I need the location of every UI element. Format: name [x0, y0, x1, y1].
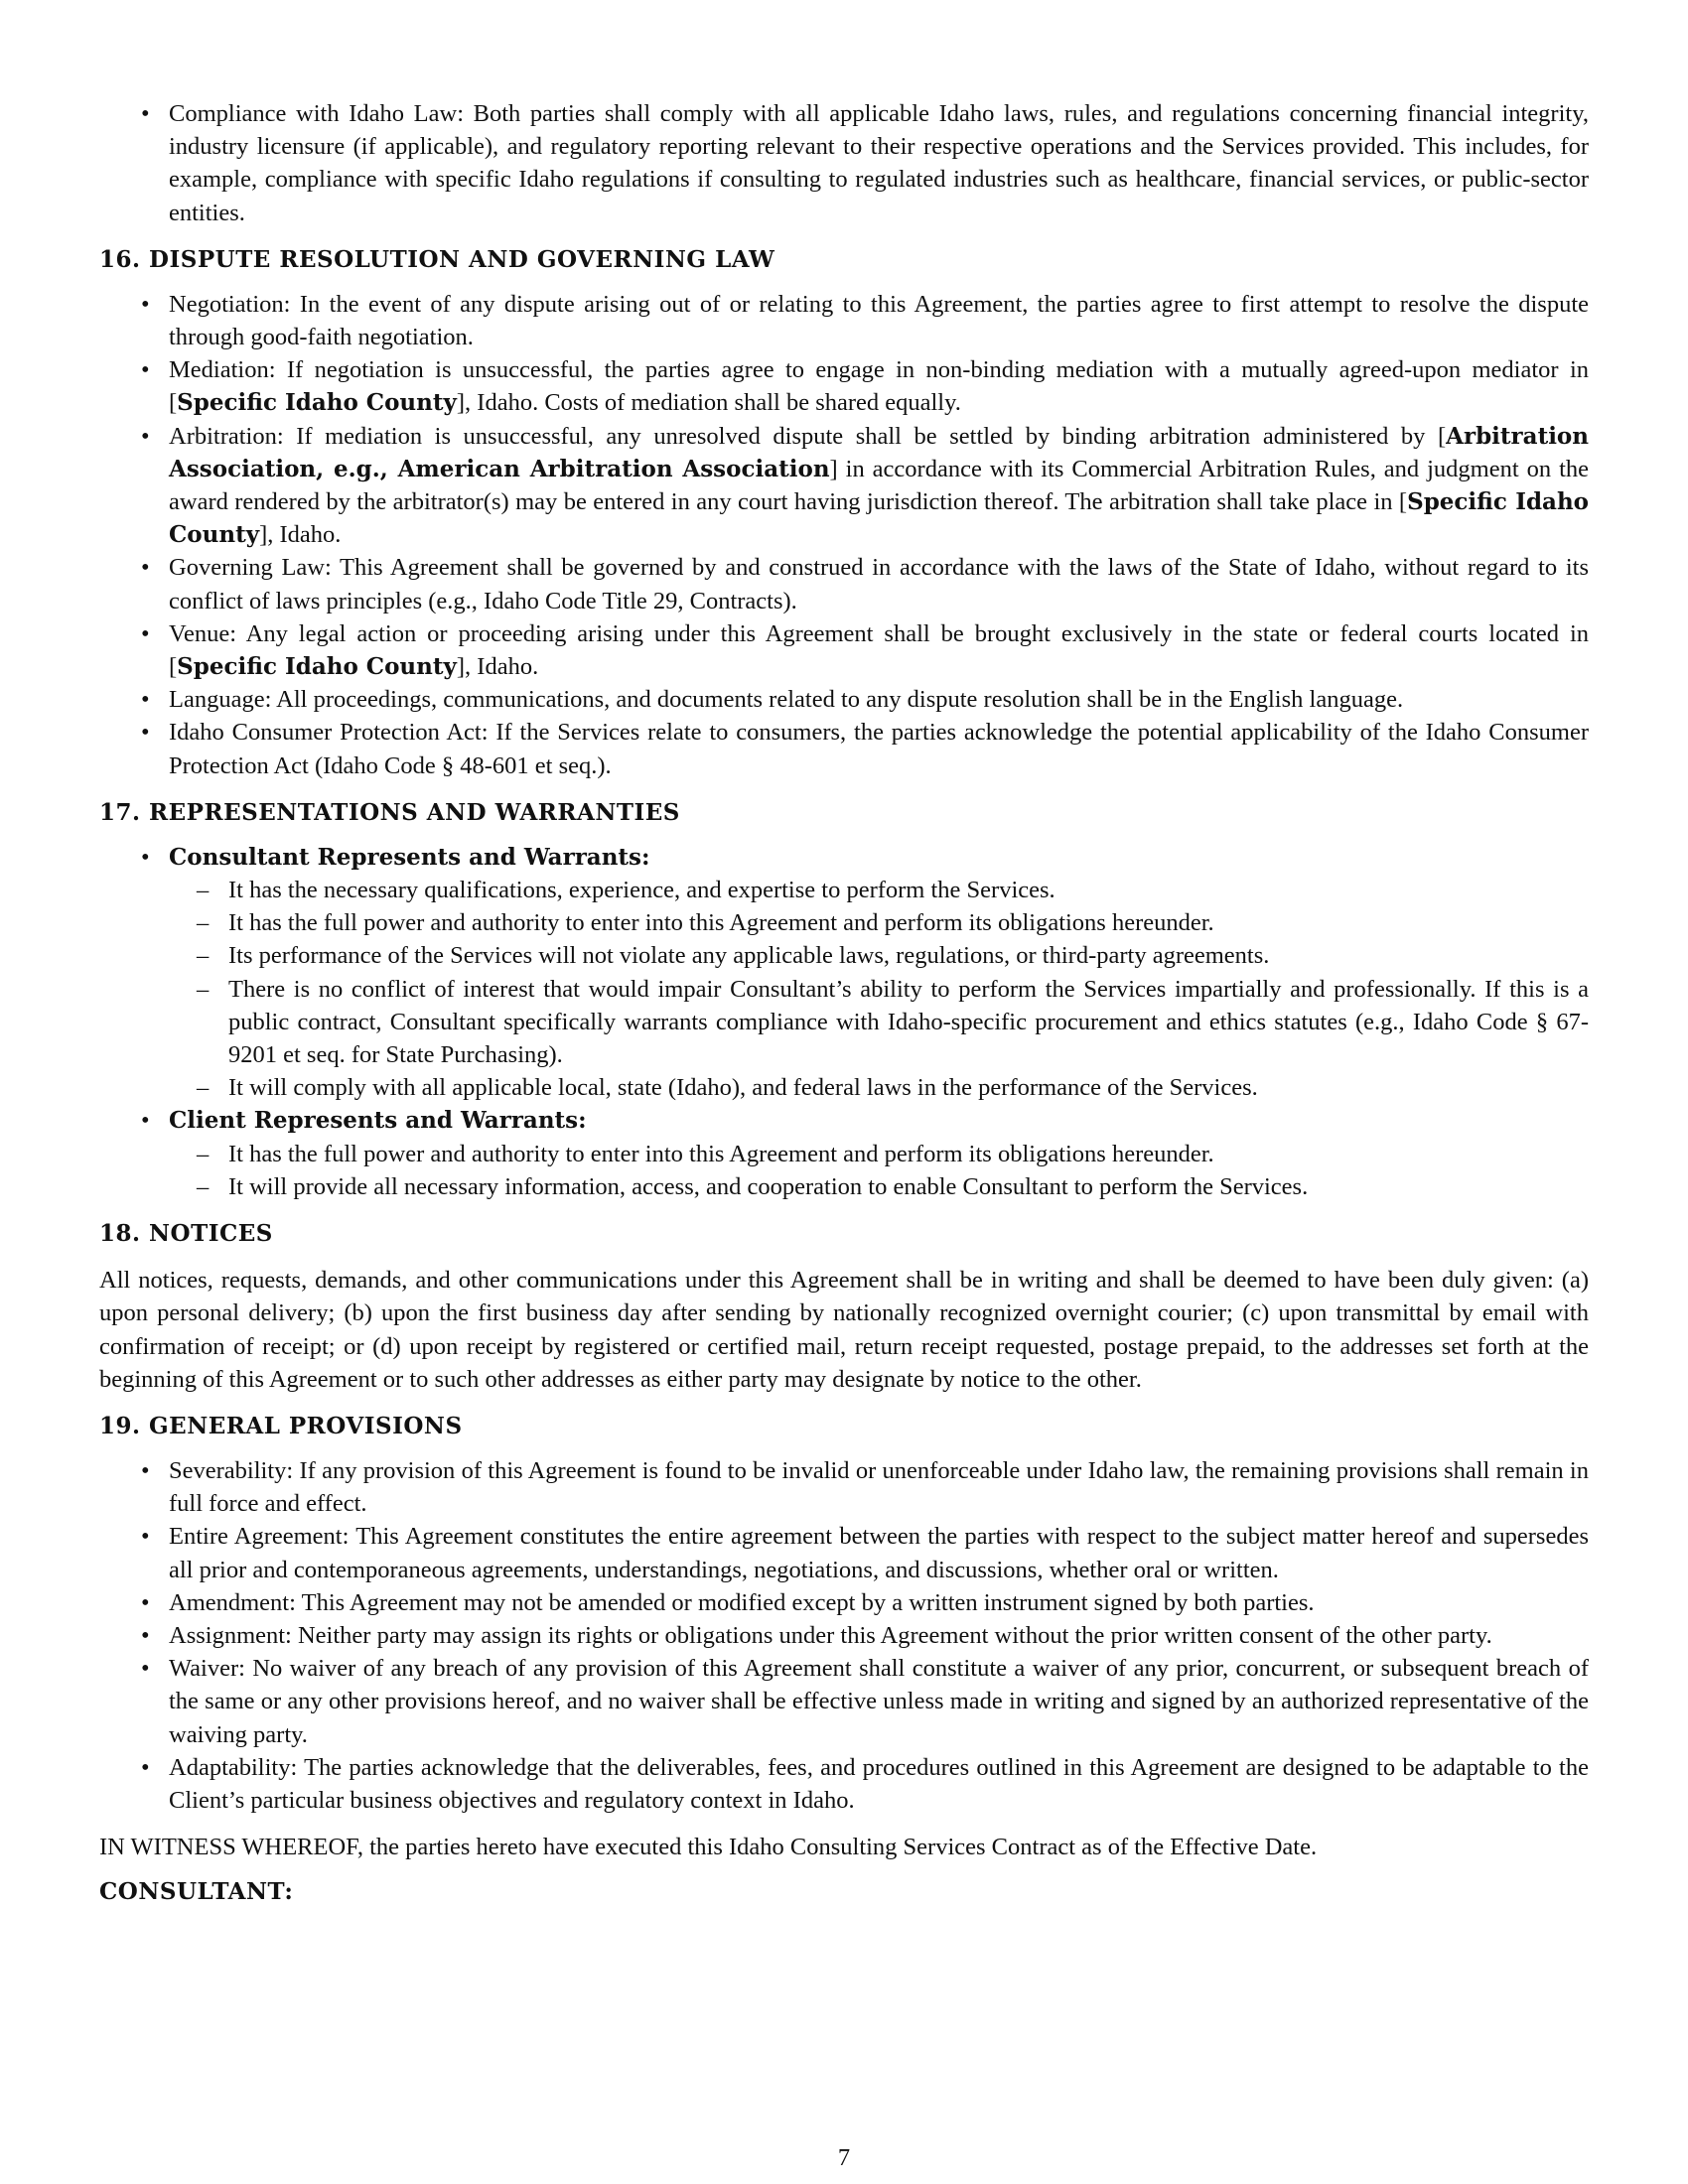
arbitration-association-placeholder: Arbitration Association, e.g., American Arbitration Association — [169, 422, 1589, 482]
notices-paragraph: All notices, requests, demands, and other communications under this Agreement shall be in writing and shall be deemed to have been duly given: (a) upon personal delivery; (b) upon the first business day after sending by nationally recognized overnight courier; (c) upon transmittal by email with confirmation of receipt; or (d) upon receipt by registered or certified mail, return receipt requested, postage prepaid, to the addresses set forth at the beginning of this Agreement or to such other addresses as either party may designate by notice to the other. — [99, 1267, 1589, 1393]
sub-list-item: – It will comply with all applicable local, state (Idaho), and federal laws in the performance of the Services. — [228, 1071, 1589, 1104]
list-item-severability: • Severability: If any provision of this Agreement is found to be invalid or unenforceable under Idaho law, the remaining provisions shall remain in full force and effect. — [169, 1454, 1589, 1520]
county-placeholder: Specific Idaho County — [169, 488, 1590, 549]
consultant-warrants-label: Consultant Represents and Warrants: — [169, 843, 650, 871]
consultant-warrants-item — [169, 841, 1589, 1105]
list-item-adaptability: • Adaptability: The parties acknowledge that the deliverables, fees, and procedures outlined in this Agreement are designed to be adaptable to the Client’s particular business objectives and regulatory context in Idaho. — [169, 1751, 1589, 1817]
list-item: • Compliance with Idaho Law: Both parties shall comply with all applicable Idaho laws, rules, and regulations concerning financial integrity, industry licensure (if applicable), and regulatory reporting relevant to their respective operations and the Services provided. This includes, for example, compliance with specific Idaho regulations if consulting to regulated industries such as healthcare, financial services, or public-sector entities. — [169, 97, 1589, 229]
list-item-negotiation: • Negotiation: In the event of any dispute arising out of or relating to this Agreement, the parties agree to first attempt to resolve the dispute through good-faith negotiation. — [169, 288, 1589, 353]
list-item-waiver: • Waiver: No waiver of any breach of any provision of this Agreement shall constitute a waiver of any prior, concurrent, or subsequent breach of the same or any other provisions hereof, and no waiver shall be effective unless made in writing and signed by an authorized representative of the waiving party. — [169, 1652, 1589, 1751]
list-item-amendment: • Amendment: This Agreement may not be amended or modified except by a written instrument signed by both parties. — [169, 1586, 1589, 1619]
venue-text-b: ], Idaho. — [456, 653, 539, 681]
list-item-venue — [169, 617, 1589, 683]
arbitration-text-c: ], Idaho. — [259, 521, 342, 549]
sub-list-item: – It has the necessary qualifications, experience, and expertise to perform the Services. — [228, 874, 1589, 906]
sub-list-item: – Its performance of the Services will not violate any applicable laws, regulations, or third-party agreements. — [228, 939, 1589, 972]
list-item-mediation — [169, 353, 1589, 419]
section-heading-18: 18. NOTICES — [99, 1220, 273, 1248]
list-item-language: • Language: All proceedings, communications, and documents related to any dispute resolution shall be in the English language. — [169, 683, 1589, 716]
mediation-text-b: ], Idaho. Costs of mediation shall be shared equally. — [456, 389, 961, 417]
section-heading-16: 16. DISPUTE RESOLUTION AND GOVERNING LAW — [99, 245, 775, 273]
list-item-assignment: • Assignment: Neither party may assign its rights or obligations under this Agreement without the prior written consent of the other party. — [169, 1619, 1589, 1652]
venue-text-a: Venue: Any legal action or proceeding arising under this Agreement shall be brought exclusively in the state or federal courts located in [ — [169, 619, 1589, 681]
client-warrants-label: Client Represents and Warrants: — [169, 1107, 587, 1135]
sub-list-item: – It has the full power and authority to enter into this Agreement and perform its obligations hereunder. — [228, 906, 1589, 939]
consultant-signature-label: CONSULTANT: — [99, 1878, 294, 1906]
general-provisions-list — [99, 1454, 1589, 1817]
client-warrants-item — [169, 1104, 1589, 1203]
sub-list-item: – It has the full power and authority to enter into this Agreement and perform its obligations hereunder. — [228, 1138, 1589, 1170]
dispute-resolution-list — [99, 288, 1589, 782]
list-item-entire-agreement: • Entire Agreement: This Agreement constitutes the entire agreement between the parties with respect to the subject matter hereof and supersedes all prior and contemporaneous agreements, understandings, negotiations, and discussions, whether oral or written. — [169, 1520, 1589, 1585]
consultant-warrants-sublist — [169, 874, 1589, 1104]
client-warrants-sublist — [169, 1138, 1589, 1203]
witness-paragraph: IN WITNESS WHEREOF, the parties hereto have executed this Idaho Consulting Services Contract as of the Effective Date. — [99, 1834, 1318, 1861]
compliance-list — [99, 97, 1589, 229]
county-placeholder: Specific Idaho County — [177, 653, 457, 681]
sub-list-item: – There is no conflict of interest that would impair Consultant’s ability to perform the Services impartially and professionally. If this is a public contract, Consultant specifically warrants compliance with Idaho-specific procurement and ethics statutes (e.g., Idaho Code § 67-9201 et seq. for State Purchasing). — [228, 973, 1589, 1072]
sub-list-item: – It will provide all necessary information, access, and cooperation to enable Consultant to perform the Services. — [228, 1170, 1589, 1203]
page-number: 7 — [837, 2144, 851, 2171]
list-item-governing-law: • Governing Law: This Agreement shall be governed by and construed in accordance with the laws of the State of Idaho, without regard to its conflict of laws principles (e.g., Idaho Code Title 29, Contracts). — [169, 551, 1589, 616]
document-body — [99, 97, 1589, 1909]
county-placeholder: Specific Idaho County — [177, 389, 457, 417]
representations-list — [99, 841, 1589, 1203]
arbitration-text-b: ] in accordance with its Commercial Arbitration Rules, and judgment on the award rendered by the arbitrator(s) may be entered in any court having jurisdiction thereof. The arbitration shall take place in [ — [169, 455, 1589, 516]
arbitration-text-a: Arbitration: If mediation is unsuccessful, any unresolved dispute shall be settled by binding arbitration administered by [ — [169, 422, 1447, 450]
list-item-arbitration — [169, 420, 1589, 552]
section-heading-19: 19. GENERAL PROVISIONS — [99, 1412, 463, 1439]
list-item-consumer-protection: • Idaho Consumer Protection Act: If the Services relate to consumers, the parties acknowledge the potential applicability of the Idaho Consumer Protection Act (Idaho Code § 48-601 et seq.). — [169, 716, 1589, 781]
mediation-text-a: Mediation: If negotiation is unsuccessful, the parties agree to engage in non-binding mediation with a mutually agreed-upon mediator in [ — [169, 356, 1589, 417]
section-heading-17: 17. REPRESENTATIONS AND WARRANTIES — [99, 798, 680, 826]
